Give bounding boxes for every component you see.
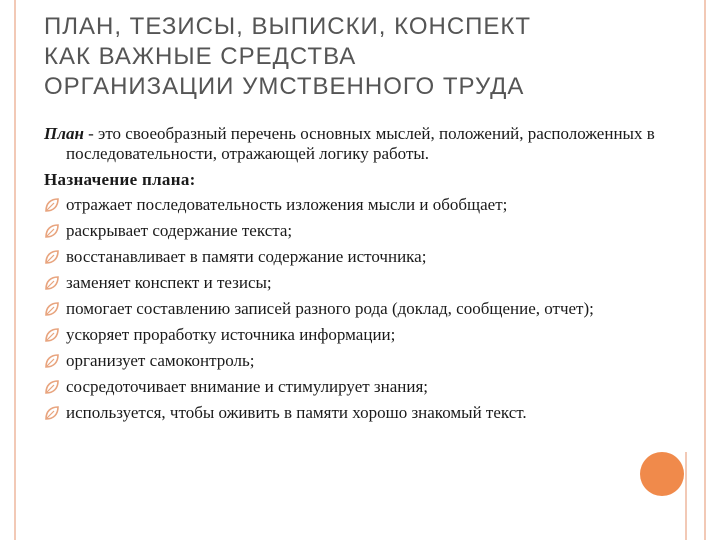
- leaf-bullet-icon: [44, 405, 60, 421]
- leaf-bullet-icon: [44, 197, 60, 213]
- list-item-text: ускоряет проработку источника информации;: [66, 325, 396, 344]
- leaf-bullet-icon: [44, 275, 60, 291]
- list-item: [44, 195, 694, 215]
- left-frame-line: [14, 0, 16, 540]
- orange-circle-decoration: [640, 452, 684, 496]
- list-item: [44, 403, 694, 423]
- title-line: ПЛАН, ТЕЗИСЫ, ВЫПИСКИ, КОНСПЕКТ: [44, 13, 532, 40]
- list-item: [44, 325, 694, 345]
- right-frame-line: [704, 0, 706, 540]
- list-item: [44, 299, 694, 319]
- list-item-text: помогает составлению записей разного рода (доклад, сообщение, отчет);: [66, 299, 594, 318]
- list-item-text: сосредоточивает внимание и стимулирует знания;: [66, 377, 429, 396]
- leaf-bullet-icon: [44, 353, 60, 369]
- definition-text: - это своеобразный перечень основных мыслей, положений, расположенных в последовательности, отражающей логику работы.: [66, 124, 655, 163]
- decorative-line: [685, 452, 687, 540]
- leaf-bullet-icon: [44, 249, 60, 265]
- list-item-text: организует самоконтроль;: [66, 351, 255, 370]
- list-item-text: восстанавливает в памяти содержание источника;: [66, 247, 427, 266]
- list-item: [44, 221, 694, 241]
- leaf-bullet-icon: [44, 301, 60, 317]
- definition-paragraph: [44, 124, 694, 164]
- title-line: КАК ВАЖНЫЕ СРЕДСТВА: [44, 43, 357, 70]
- slide-title: [44, 12, 684, 102]
- list-item-text: отражает последовательность изложения мысли и обобщает;: [66, 195, 508, 214]
- slide-content: [44, 124, 694, 429]
- list-item: [44, 273, 694, 293]
- list-item-text: раскрывает содержание текста;: [66, 221, 293, 240]
- purpose-list: [44, 195, 694, 423]
- leaf-bullet-icon: [44, 327, 60, 343]
- list-item: [44, 351, 694, 371]
- list-item: [44, 377, 694, 397]
- list-item-text: используется, чтобы оживить в памяти хорошо знакомый текст.: [66, 403, 527, 422]
- definition-term: План: [44, 124, 84, 143]
- list-item: [44, 247, 694, 267]
- title-line: ОРГАНИЗАЦИИ УМСТВЕННОГО ТРУДА: [44, 73, 525, 100]
- leaf-bullet-icon: [44, 223, 60, 239]
- leaf-bullet-icon: [44, 379, 60, 395]
- list-item-text: заменяет конспект и тезисы;: [66, 273, 272, 292]
- section-heading: Назначение плана:: [44, 170, 196, 189]
